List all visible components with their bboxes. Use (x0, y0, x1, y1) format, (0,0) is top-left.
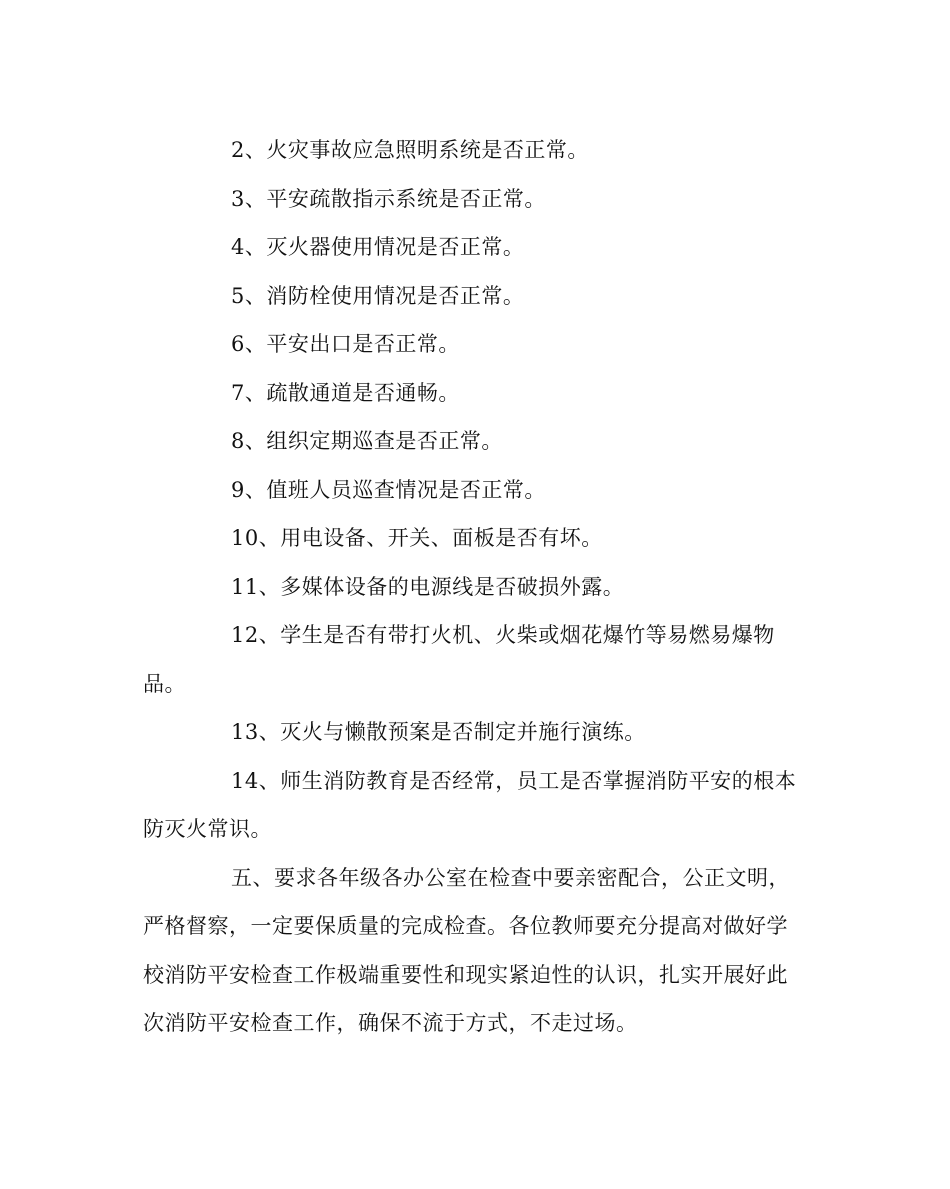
paragraph-item-3: 3、平安疏散指示系统是否正常。 (231, 186, 546, 211)
paragraph-item-14: 14、师生消防教育是否经常，员工是否掌握消防平安的根本防灭火常识。 (143, 768, 797, 841)
paragraph-item-13: 13、灭火与懒散预案是否制定并施行演练。 (231, 720, 646, 744)
paragraph-item-10: 10、用电设备、开关、面板是否有坏。 (231, 526, 603, 550)
document-body (143, 126, 803, 1048)
paragraph-item-2: 2、火灾事故应急照明系统是否正常。 (231, 138, 589, 162)
paragraph-item-6: 6、平安出口是否正常。 (231, 332, 460, 356)
paragraph-item-9: 9、值班人员巡查情况是否正常。 (231, 477, 546, 502)
paragraph-section-five: 五、要求各年级各办公室在检查中要亲密配合，公正文明，严格督察，一定要保质量的完成检查。各位教师要充分提高对做好学校消防平安检查工作极端重要性和现实紧迫性的认识，扎实开展好此次消防平安检查工作，确保不流于方式，不走过场。 (143, 865, 790, 1035)
paragraph-item-11: 11、多媒体设备的电源线是否破损外露。 (231, 574, 625, 599)
paragraph-item-7: 7、疏散通道是否通畅。 (231, 380, 460, 405)
paragraph-item-4: 4、灭火器使用情况是否正常。 (231, 235, 525, 259)
paragraph-item-8: 8、组织定期巡查是否正常。 (231, 429, 503, 453)
paragraph-item-12: 12、学生是否有带打火机、火柴或烟花爆竹等易燃易爆物品。 (143, 623, 775, 696)
paragraph-item-5: 5、消防栓使用情况是否正常。 (231, 283, 525, 308)
